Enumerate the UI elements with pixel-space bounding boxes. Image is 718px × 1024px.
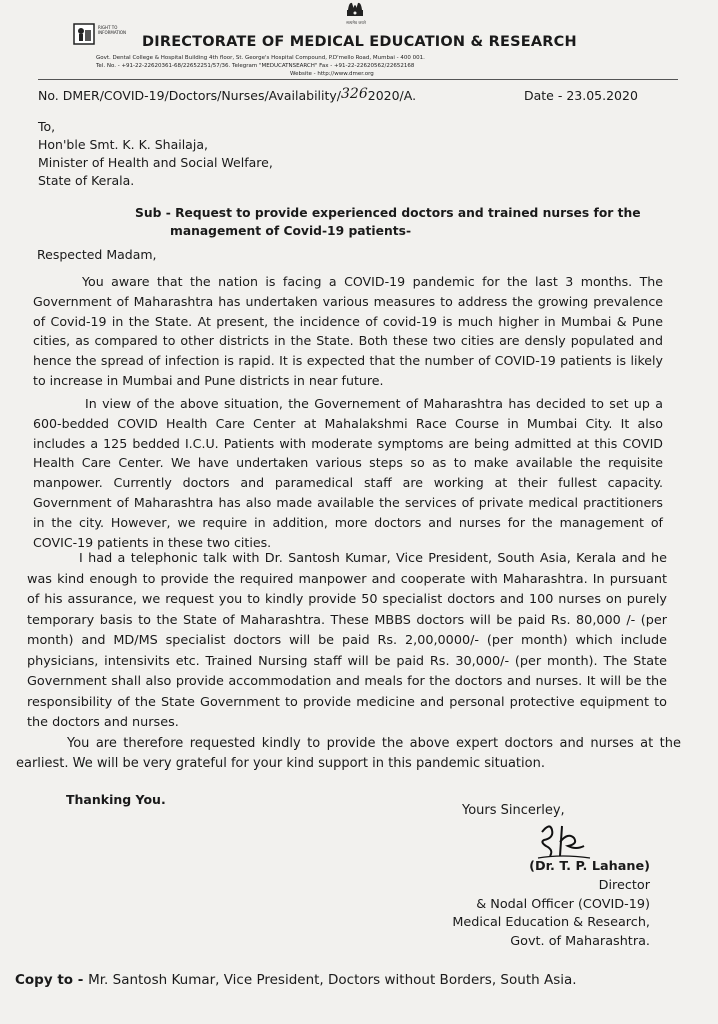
subject-line: [135, 204, 675, 240]
letterhead-divider: [38, 79, 678, 80]
reference-handwritten-number: 326: [341, 86, 368, 102]
letter-date: Date - 23.05.2020: [524, 88, 638, 103]
signer-title-govt: Govt. of Maharashtra.: [510, 934, 650, 950]
reference-number: [38, 88, 416, 104]
state-emblem-icon: [338, 0, 372, 18]
signer-block: [420, 858, 650, 952]
letterhead-address: Govt. Dental College & Hospital Building 4th floor, St. George's Hospital Compound, P.D'mello Road, Mumbai - 400 001.: [96, 55, 425, 61]
rti-logo-text: RIGHT TO INFORMATION: [98, 25, 127, 35]
reference-suffix: 2020/A.: [367, 88, 417, 103]
signer-title-department: Medical Education & Research,: [452, 915, 650, 931]
signer-title-director: Director: [598, 877, 650, 893]
recipient-to: To,: [38, 119, 56, 134]
subject-line-1: Sub - Request to provide experienced doctors and trained nurses for the: [135, 206, 641, 220]
body-paragraph-1: You aware that the nation is facing a COVID-19 pandemic for the last 3 months. The Government of Maharashtra has undertaken various measures to address the growing prevalence of Covid-19 in the State. At present, the incidence of covid-19 is much higher in Mumbai & Pune cities, as compared to other districts in the State. Both these two cities are densly populated and hence the spread of infection is rapid. It is expected that the number of COVID-19 patients is likely to increase in Mumbai and Pune districts in near future.: [33, 274, 663, 388]
rti-logo-icon: [72, 22, 96, 46]
copy-to-line: [15, 972, 577, 988]
letterhead-contact: Tel. No. - +91-22-22620361-68/22652251/57/36. Telegram "MEDUCATNSEARCH" Fax - +91-22-22620562/22652168: [96, 63, 415, 69]
organization-title: DIRECTORATE OF MEDICAL EDUCATION & RESEARCH: [142, 34, 577, 50]
emblem-caption: सत्यमेव जयते: [346, 20, 366, 25]
reference-prefix: No. DMER/COVID-19/Doctors/Nurses/Availability/: [38, 88, 342, 103]
recipient-block: [38, 118, 273, 190]
body-paragraph-4: You are therefore requested kindly to provide the above expert doctors and nurses at the earliest. We will be very grateful for your kind support in this pandemic situation.: [16, 736, 681, 771]
closing-yours: Yours Sincerley,: [462, 803, 565, 818]
salutation: Respected Madam,: [37, 247, 157, 262]
signer-title-nodal: & Nodal Officer (COVID-19): [476, 896, 650, 912]
handwritten-signature: [532, 818, 596, 862]
recipient-title: Minister of Health and Social Welfare,: [38, 155, 273, 170]
letterhead-website: Website - http://www.dmer.org: [290, 71, 374, 77]
recipient-state: State of Kerala.: [38, 173, 135, 188]
body-paragraph-2: In view of the above situation, the Governement of Maharashtra has decided to set up a 600-bedded COVID Health Care Center at Mahalakshmi Race Course in Mumbai City. It also includes a 125 bedded I.C.U. Patients with moderate symptoms are being admitted at this COVID Health Care Center. We have undertaken various steps so as to make available the requisite manpower. Currently doctors and paramedical staff are working at their fullest capacity. Government of Maharashtra has also made available the services of private medical practitioners in the city. However, we require in addition, more doctors and nurses for the management of COVIC-19 patients in these two cities.: [33, 396, 663, 550]
closing-thanks: Thanking You.: [66, 792, 166, 807]
copy-to-label: Copy to -: [15, 972, 89, 988]
body-paragraph-3: I had a telephonic talk with Dr. Santosh Kumar, Vice President, South Asia, Kerala and he was kind enough to provide the required manpower and cooperate with Maharashtra. In pursuant of his assurance, we request you to kindly provide 50 specialist doctors and 100 nurses on purely temporary basis to the State of Maharashtra. These MBBS doctors will be paid Rs. 80,000 /- (per month) and MD/MS specialist doctors will be paid Rs. 2,00,0000/- (per month) which include physicians, intensivits etc. Trained Nursing staff will be paid Rs. 30,000/- (per month). The State Government shall also provide accommodation and meals for the doctors and nurses. It will be the responsibility of the State Government to provide medicine and personal protective equipment to the doctors and nurses.: [27, 551, 667, 730]
subject-line-2: management of Covid-19 patients-: [170, 224, 412, 238]
recipient-name: Hon'ble Smt. K. K. Shailaja,: [38, 137, 208, 152]
copy-to-recipient: Mr. Santosh Kumar, Vice President, Doctors without Borders, South Asia.: [88, 972, 577, 988]
signer-name: (Dr. T. P. Lahane): [529, 859, 650, 874]
